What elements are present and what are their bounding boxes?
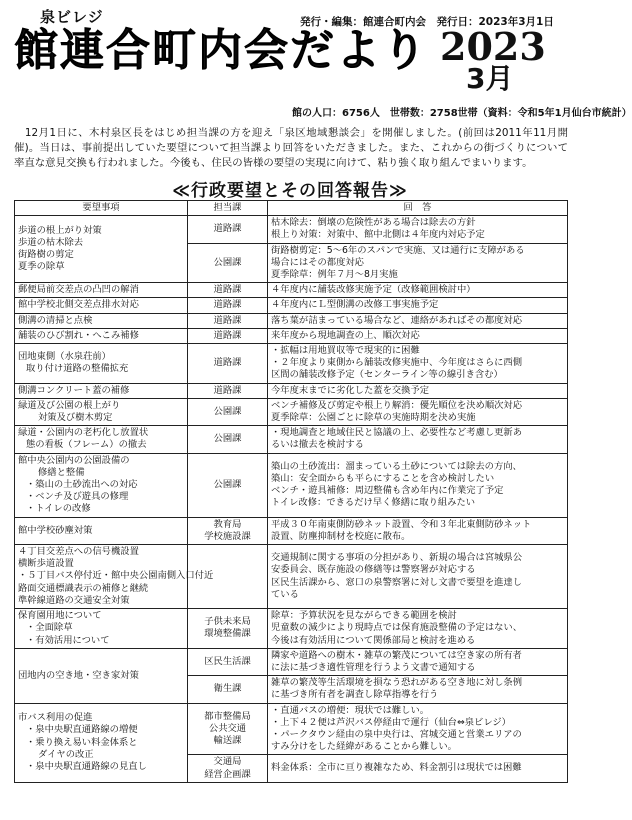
request-line: 館中央公園内の公園設備の: [18, 454, 130, 466]
answer-line: 児童数の減少により現時点では保育施設整備の予定はない、: [271, 622, 523, 634]
population-stats: 館の人口：6756人 世帯数：2758世帯（資料：令和5年1月仙台市統計）: [292, 108, 632, 119]
request-line: ・泉中央駅直通路線の見直し: [26, 760, 147, 772]
department-cell: 公園課: [188, 243, 268, 283]
request-line: 横断歩道設置: [18, 558, 74, 570]
table-row: [15, 398, 568, 425]
answer-line: ・パークタウン経由の泉中央行は、宮城交通と営業エリアの: [271, 728, 522, 740]
answer-line: トイレ改修：できるだけ早く修繕に取り組みたい: [271, 497, 476, 509]
answer-cell: 今年度末までに劣化した蓋を交換予定: [268, 383, 568, 398]
answer-line: 雑草の繁茂等生活環境を損なう恐れがある空き地に対し条例: [271, 677, 523, 689]
department-line: 子供未来局: [204, 616, 251, 628]
table-row: [15, 313, 568, 328]
answer-line: ・現地調査と地域住民と協議の上、必要性など考慮し更新あ: [271, 427, 523, 439]
answer-cell: [268, 609, 568, 649]
request-line: 団地東側（水泉荘前）: [18, 351, 111, 363]
answer-line: ・２年度より東側から舗装改修実施中、今年度はさらに西側: [271, 357, 523, 369]
section-heading: ≪行政要望とその回答報告≫: [172, 181, 408, 201]
answer-line: 夏季除草：公園ごとに除草の実施時期を決め実施: [271, 412, 476, 424]
answer-line: 区間の舗装改修予定（センターライン等の線引き含む）: [271, 369, 503, 381]
answer-cell: [268, 517, 568, 544]
request-line: 緑道及び公園の根上がり: [18, 399, 121, 411]
department-cell: [188, 517, 268, 544]
table-header-row: [15, 201, 568, 216]
department-cell: 公園課: [188, 426, 268, 453]
department-line: 経営企画課: [204, 768, 251, 780]
answer-line: 安委員会、既存施設の修繕等は警察署が対応する: [271, 564, 476, 576]
answer-line: 根上り対策：対策中、館中北側は４年度内対応予定: [271, 229, 485, 241]
answer-line: ている: [271, 588, 299, 600]
request-line: 準幹線道路の交通安全対策: [18, 594, 130, 606]
department-line: 学校施設課: [204, 530, 251, 542]
request-line: ・ベンチ及び遊具の修理: [26, 491, 129, 503]
request-cell: 館中学校砂塵対策: [15, 517, 188, 544]
request-line: ・泉中央駅直通路線の増便: [26, 724, 138, 736]
answer-cell: [268, 216, 568, 243]
answer-cell: 来年度から現地調査の上、順次対応: [268, 328, 568, 343]
request-line: ・全面除草: [26, 622, 73, 634]
answer-line: ベンチ・遊具補修：周辺整備も含め年内に作業完了予定: [271, 485, 504, 497]
request-line: 路面交通標識表示の補修と継続: [18, 582, 149, 594]
newsletter-title: 館連合町内会だより: [14, 25, 428, 76]
department-cell: 道路課: [188, 283, 268, 298]
department-cell: 道路課: [188, 328, 268, 343]
request-line: 街路樹の剪定: [18, 249, 74, 261]
table-row: [15, 517, 568, 544]
request-line: 夏季の除草: [18, 261, 65, 273]
answer-cell: [268, 243, 568, 283]
answer-cell: [268, 426, 568, 453]
department-cell: 道路課: [188, 216, 268, 243]
issue-year: 2023: [440, 24, 546, 69]
department-line: 環境整備課: [204, 628, 251, 640]
answer-line: 隣家や道路への樹木・雑草の繁茂については空き家の所有者: [271, 649, 522, 661]
request-cell: [15, 453, 188, 517]
table-row: [15, 383, 568, 398]
table-row: [15, 344, 568, 384]
request-line: 修繕と整備: [38, 466, 85, 478]
answer-cell: [268, 545, 568, 609]
request-cell: 館中学校北側交差点排水対応: [15, 298, 188, 313]
answer-line: に法に基づき適性管理を行うよう文書で通知する: [271, 661, 476, 673]
answer-line: 築山の土砂流出：溜まっている土砂については除去の方向、: [271, 460, 522, 472]
answer-cell: [268, 676, 568, 703]
header-department: 担当課: [188, 201, 268, 216]
department-cell: 道路課: [188, 383, 268, 398]
department-line: 都市整備局: [204, 710, 251, 722]
department-cell: [188, 755, 268, 782]
department-cell: 道路課: [188, 344, 268, 384]
answer-line: 今後は有効活用について関係部局と検討を進める: [271, 634, 476, 646]
request-cell: [15, 703, 188, 782]
request-cell: 郵便局前交差点の凸凹の解消: [15, 283, 188, 298]
table-row: [15, 609, 568, 649]
request-line: ・築山の土砂流出への対応: [26, 479, 138, 491]
request-line: ・トイレの改修: [26, 503, 91, 515]
request-cell: [15, 344, 188, 384]
request-line: 市バス利用の促進: [18, 712, 93, 724]
request-cell: [15, 216, 188, 283]
request-cell: [15, 609, 188, 649]
department-cell: [188, 609, 268, 649]
request-cell: 側溝の清掃と点検: [15, 313, 188, 328]
department-cell: 区民生活課: [188, 648, 268, 675]
answer-line: ベンチ補修及び剪定や根上り解消：優先順位を決め順次対応: [271, 399, 523, 411]
answer-line: すみ分けをした経緯があることから難しい。: [271, 741, 457, 753]
answer-line: 夏季除草：例年７月～8月実施: [271, 269, 398, 281]
answer-line: 枯木除去：倒壊の危険性がある場合は除去の方針: [271, 217, 476, 229]
answer-line: 除草：予算状況を見ながらできる範囲を検討: [271, 610, 457, 622]
request-cell: 舗装のひび割れ・へこみ補修: [15, 328, 188, 343]
department-cell: 公園課: [188, 398, 268, 425]
request-cell: [15, 398, 188, 425]
header-request: 要望事項: [15, 201, 188, 216]
request-cell: [15, 545, 214, 609]
request-line: ・有効活用について: [26, 634, 110, 646]
request-line: 歩道の枯木除去: [18, 237, 84, 248]
answer-cell: ４年度内にＬ型側溝の改修工事実施予定: [268, 298, 568, 313]
department-line: 公共交通: [208, 722, 247, 734]
table-row: [15, 328, 568, 343]
table-row: [15, 298, 568, 313]
request-line: 取り付け道路の整備拡充: [26, 363, 129, 375]
department-cell: [188, 703, 268, 755]
request-cell: 団地内の空き地・空き家対策: [15, 648, 188, 703]
answer-line: るいは撤去を検討する: [271, 439, 364, 451]
answer-cell: ４年度内に舗装改修実施予定（改修範囲検討中）: [268, 283, 568, 298]
department-cell: 衛生課: [188, 676, 268, 703]
intro-paragraph: 12月1日に、木村泉区長をはじめ担当課の方を迎え「泉区地域懇談会」を開催しました。(前回は2011年11月開催)。当日は、事前提出していた要望について担当課より回答をいただきました。また、これからの街づくりについて率直な意見交換も行われました。今後も、住民の皆様の要望の実現に向けて、粘り強く取り組んでまいります。: [14, 127, 568, 169]
request-line: 歩道の根上がり対策: [18, 224, 102, 236]
answer-cell: [268, 648, 568, 675]
newsletter-series-name: 泉ビレジ: [40, 8, 104, 26]
answer-cell: [268, 453, 568, 517]
issue-month: 3月: [466, 62, 514, 95]
table-row: [15, 426, 568, 453]
publisher-info: 発行・編集：館連合町内会 発行日：2023年3月1日: [300, 16, 554, 28]
request-line: ・乗り換え易い料金体系と: [26, 736, 138, 748]
answer-line: ・拡幅は用地買収等で現実的に困難: [271, 345, 420, 357]
table-row: [15, 216, 568, 243]
requests-table: [14, 200, 568, 783]
request-cell: 側溝コンクリート蓋の補修: [15, 383, 188, 398]
answer-line: 平成３０年南東側防砂ネット設置、令和３年北東側防砂ネット: [271, 518, 532, 530]
answer-cell: [268, 398, 568, 425]
request-line: ４丁目交差点への信号機設置: [18, 546, 139, 558]
table-row: [15, 648, 568, 675]
department-line: 輸送課: [213, 735, 242, 747]
request-line: ・５丁目バス停付近・館中央公園南側入口付近: [18, 570, 214, 582]
request-line: 態の看板（フレーム）の撤去: [26, 439, 147, 451]
request-line: 緑道・公園内の老朽化し放置状: [18, 427, 149, 439]
request-line: ダイヤの改正: [38, 748, 94, 760]
answer-line: ・上下４２便は芦沢バス停経由で運行（仙台⇔泉ビレジ）: [271, 716, 511, 728]
header-answer: 回 答: [268, 201, 568, 216]
answer-cell: 料金体系：全市に亘り複雑なため、料金割引は現状では困難: [268, 755, 568, 782]
department-cell: 公園課: [188, 453, 268, 517]
department-cell: 道路課: [188, 313, 268, 328]
table-row: [15, 545, 568, 609]
department-cell: 道路課: [188, 298, 268, 313]
answer-cell: [268, 703, 568, 755]
answer-cell: 落ち葉が詰まっている場合など、連絡があればその都度対応: [268, 313, 568, 328]
request-line: 保育園用地について: [18, 610, 102, 622]
answer-line: 街路樹剪定：5～6年のスパンで実施、又は通行に支障がある: [271, 244, 525, 256]
department-line: 教育局: [213, 518, 242, 530]
answer-line: 設置、防塵抑制材を校庭に散布。: [271, 530, 411, 542]
table-row: [15, 703, 568, 755]
request-cell: [15, 426, 188, 453]
answer-cell: [268, 344, 568, 384]
answer-line: 区民生活課から、窓口の泉警察署に対し文書で要望を進達し: [271, 576, 523, 588]
answer-line: 築山：安全面からも平らにすることを含め検討したい: [271, 472, 495, 484]
answer-line: 交通規制に関する事項の分担があり、新規の場合は宮城県公: [271, 552, 523, 564]
answer-line: 場合にはその都度対応: [271, 256, 364, 268]
table-row: [15, 453, 568, 517]
request-line: 対策及び樹木剪定: [38, 412, 113, 424]
department-line: 交通局: [213, 756, 242, 768]
table-row: [15, 283, 568, 298]
answer-line: に基づき所有者を調査し除草指導を行う: [271, 689, 439, 701]
answer-line: ・直通バスの増便：現状では難しい。: [271, 704, 430, 716]
